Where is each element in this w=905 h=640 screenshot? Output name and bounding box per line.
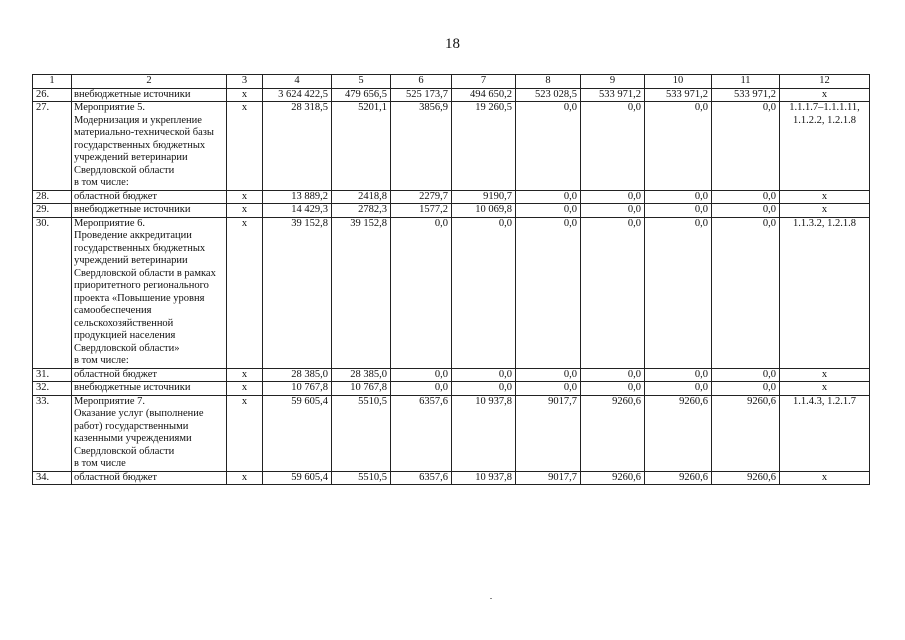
- value-cell: 6357,6: [391, 471, 452, 485]
- column3-cell: х: [227, 368, 263, 382]
- reference-cell: х: [780, 204, 870, 218]
- row-number-cell: 29.: [33, 204, 72, 218]
- column-header: 11: [712, 75, 780, 89]
- column3-cell: х: [227, 471, 263, 485]
- value-cell: 523 028,5: [516, 88, 581, 102]
- value-cell: 0,0: [645, 102, 712, 191]
- value-cell: 9017,7: [516, 471, 581, 485]
- value-cell: 9260,6: [581, 471, 645, 485]
- table-row: [33, 190, 870, 204]
- row-name-cell: внебюджетные источники: [72, 88, 227, 102]
- row-name-cell: областной бюджет: [72, 471, 227, 485]
- row-number-cell: 31.: [33, 368, 72, 382]
- column-header: 4: [263, 75, 332, 89]
- value-cell: 9260,6: [645, 471, 712, 485]
- value-cell: 0,0: [516, 217, 581, 368]
- value-cell: 494 650,2: [452, 88, 516, 102]
- reference-cell: 1.1.4.3, 1.2.1.7: [780, 395, 870, 471]
- value-cell: 6357,6: [391, 395, 452, 471]
- value-cell: 59 605,4: [263, 471, 332, 485]
- column-header: 5: [332, 75, 391, 89]
- value-cell: 10 937,8: [452, 471, 516, 485]
- value-cell: 0,0: [712, 190, 780, 204]
- value-cell: 525 173,7: [391, 88, 452, 102]
- column3-cell: х: [227, 217, 263, 368]
- value-cell: 0,0: [452, 217, 516, 368]
- row-number-cell: 30.: [33, 217, 72, 368]
- value-cell: 10 767,8: [263, 382, 332, 396]
- column-header: 2: [72, 75, 227, 89]
- value-cell: 28 385,0: [263, 368, 332, 382]
- row-number-cell: 34.: [33, 471, 72, 485]
- row-name-cell: Мероприятие 6. Проведение аккредитации государственных бюджетных учреждений ветеринарии Свердловской области в рамках приоритетного регионального проекта «Повышение уровня самообеспечения сельскохозяйственной продукцией населения Свердловской области» в том числе:: [72, 217, 227, 368]
- value-cell: 10 937,8: [452, 395, 516, 471]
- value-cell: 0,0: [581, 102, 645, 191]
- row-number-cell: 28.: [33, 190, 72, 204]
- row-number-cell: 27.: [33, 102, 72, 191]
- column3-cell: х: [227, 190, 263, 204]
- value-cell: 3856,9: [391, 102, 452, 191]
- value-cell: 5510,5: [332, 471, 391, 485]
- value-cell: 533 971,2: [712, 88, 780, 102]
- column3-cell: х: [227, 88, 263, 102]
- value-cell: 0,0: [516, 102, 581, 191]
- reference-cell: 1.1.1.7–1.1.1.11, 1.1.2.2, 1.2.1.8: [780, 102, 870, 191]
- value-cell: 39 152,8: [263, 217, 332, 368]
- row-name-cell: областной бюджет: [72, 368, 227, 382]
- column-header: 9: [581, 75, 645, 89]
- budget-table: [32, 74, 870, 485]
- value-cell: 59 605,4: [263, 395, 332, 471]
- row-name-cell: внебюджетные источники: [72, 382, 227, 396]
- value-cell: 3 624 422,5: [263, 88, 332, 102]
- row-name-cell: областной бюджет: [72, 190, 227, 204]
- value-cell: 2279,7: [391, 190, 452, 204]
- value-cell: 0,0: [516, 190, 581, 204]
- table-row: [33, 395, 870, 471]
- column-header: 8: [516, 75, 581, 89]
- value-cell: 533 971,2: [645, 88, 712, 102]
- column3-cell: х: [227, 204, 263, 218]
- value-cell: 9260,6: [581, 395, 645, 471]
- value-cell: 0,0: [452, 382, 516, 396]
- value-cell: 0,0: [452, 368, 516, 382]
- value-cell: 0,0: [645, 190, 712, 204]
- value-cell: 39 152,8: [332, 217, 391, 368]
- value-cell: 0,0: [516, 204, 581, 218]
- table-row: [33, 217, 870, 368]
- column-header: 10: [645, 75, 712, 89]
- table-row: [33, 204, 870, 218]
- value-cell: 0,0: [581, 368, 645, 382]
- value-cell: 9260,6: [712, 395, 780, 471]
- value-cell: 9260,6: [712, 471, 780, 485]
- value-cell: 19 260,5: [452, 102, 516, 191]
- column3-cell: х: [227, 382, 263, 396]
- value-cell: 10 767,8: [332, 382, 391, 396]
- reference-cell: х: [780, 471, 870, 485]
- value-cell: 0,0: [712, 217, 780, 368]
- value-cell: 0,0: [712, 204, 780, 218]
- column-header: 1: [33, 75, 72, 89]
- reference-cell: х: [780, 368, 870, 382]
- column-header: 6: [391, 75, 452, 89]
- value-cell: 0,0: [645, 217, 712, 368]
- value-cell: 0,0: [712, 368, 780, 382]
- table-row: [33, 471, 870, 485]
- column-header: 3: [227, 75, 263, 89]
- row-number-cell: 33.: [33, 395, 72, 471]
- value-cell: 0,0: [391, 217, 452, 368]
- value-cell: 28 385,0: [332, 368, 391, 382]
- value-cell: 13 889,2: [263, 190, 332, 204]
- value-cell: 5510,5: [332, 395, 391, 471]
- value-cell: 0,0: [516, 368, 581, 382]
- table-row: [33, 102, 870, 191]
- value-cell: 0,0: [712, 102, 780, 191]
- value-cell: 1577,2: [391, 204, 452, 218]
- value-cell: 0,0: [581, 190, 645, 204]
- column3-cell: х: [227, 395, 263, 471]
- value-cell: 9260,6: [645, 395, 712, 471]
- header-row: [33, 75, 870, 89]
- value-cell: 10 069,8: [452, 204, 516, 218]
- value-cell: 2782,3: [332, 204, 391, 218]
- value-cell: 28 318,5: [263, 102, 332, 191]
- value-cell: 0,0: [712, 382, 780, 396]
- value-cell: 0,0: [581, 217, 645, 368]
- value-cell: 0,0: [391, 382, 452, 396]
- reference-cell: х: [780, 88, 870, 102]
- value-cell: 0,0: [516, 382, 581, 396]
- value-cell: 0,0: [581, 204, 645, 218]
- row-name-cell: Мероприятие 7. Оказание услуг (выполнение работ) государственными казенными учреждениями Свердловской области в том числе: [72, 395, 227, 471]
- table-row: [33, 88, 870, 102]
- row-name-cell: внебюджетные источники: [72, 204, 227, 218]
- value-cell: 14 429,3: [263, 204, 332, 218]
- value-cell: 2418,8: [332, 190, 391, 204]
- value-cell: 5201,1: [332, 102, 391, 191]
- table-row: [33, 382, 870, 396]
- value-cell: 0,0: [645, 382, 712, 396]
- value-cell: 9017,7: [516, 395, 581, 471]
- table-body: [33, 88, 870, 485]
- column3-cell: х: [227, 102, 263, 191]
- table-row: [33, 368, 870, 382]
- reference-cell: 1.1.3.2, 1.2.1.8: [780, 217, 870, 368]
- row-name-cell: Мероприятие 5. Модернизация и укрепление материально-технической базы государственных бюджетных учреждений ветеринарии Свердловской области в том числе:: [72, 102, 227, 191]
- value-cell: 479 656,5: [332, 88, 391, 102]
- column-header: 7: [452, 75, 516, 89]
- value-cell: 0,0: [645, 204, 712, 218]
- value-cell: 533 971,2: [581, 88, 645, 102]
- value-cell: 0,0: [581, 382, 645, 396]
- value-cell: 0,0: [391, 368, 452, 382]
- reference-cell: х: [780, 382, 870, 396]
- reference-cell: х: [780, 190, 870, 204]
- page-number: 18: [445, 36, 460, 52]
- row-number-cell: 32.: [33, 382, 72, 396]
- value-cell: 9190,7: [452, 190, 516, 204]
- scan-speck: [490, 598, 492, 599]
- row-number-cell: 26.: [33, 88, 72, 102]
- column-header: 12: [780, 75, 870, 89]
- value-cell: 0,0: [645, 368, 712, 382]
